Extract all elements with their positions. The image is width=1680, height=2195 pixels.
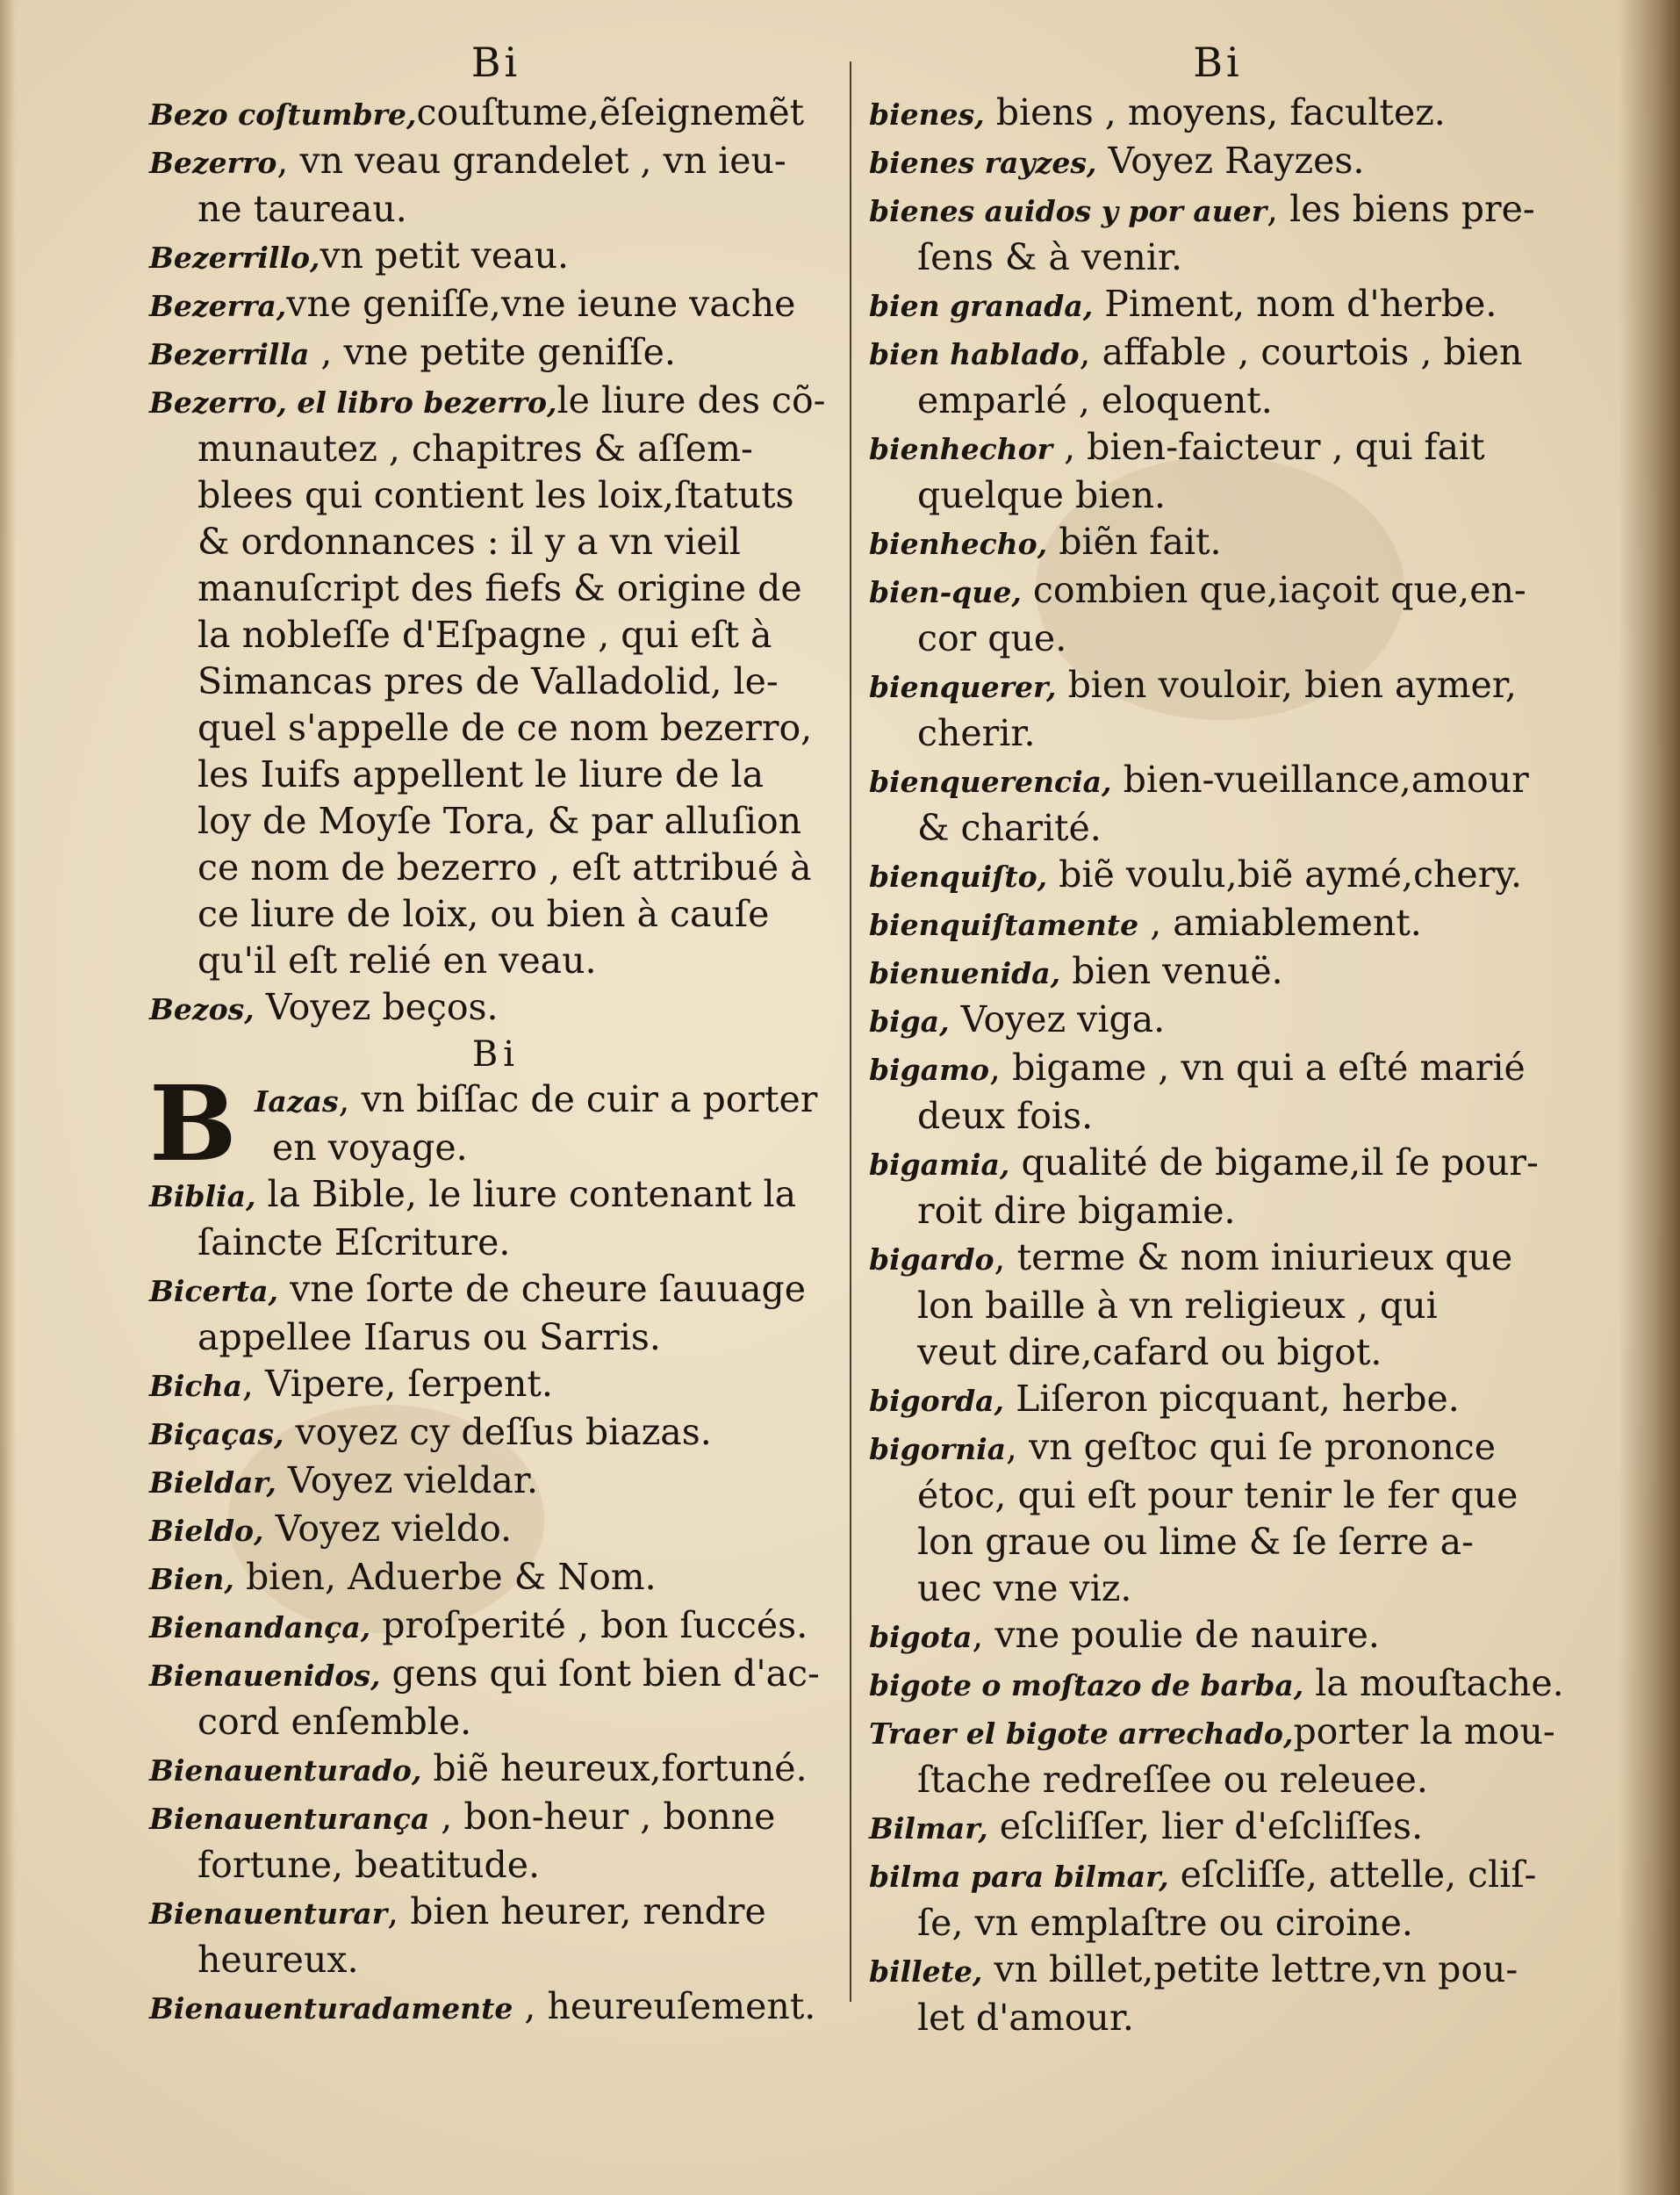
definition: bien, Aduerbe & Nom.	[233, 1556, 657, 1598]
definition-continued: ce liure de loix, ou bien à cauſe	[197, 893, 770, 935]
definition: qualité de bigame,il ſe pour-	[1009, 1141, 1539, 1184]
definition: biẽ voulu,biẽ aymé,chery.	[1047, 853, 1523, 896]
definition-continued: roit dire bigamie.	[917, 1190, 1236, 1232]
definition: , vn geſtoc qui ſe prononce	[1006, 1426, 1497, 1468]
entry	[149, 329, 843, 378]
headword: Bieldar,	[149, 1465, 276, 1500]
right-column	[869, 35, 1567, 2041]
headword: Iazas	[255, 1084, 339, 1119]
entry	[869, 1234, 1567, 1376]
column-divider	[850, 61, 851, 2002]
headword: Biçaças,	[149, 1417, 284, 1451]
definition: , bigame , vn qui a eſté marié	[989, 1047, 1526, 1089]
headword: Bienauenturado,	[149, 1753, 422, 1788]
definition: , Vipere, ſerpent.	[241, 1363, 553, 1405]
entry	[869, 186, 1567, 281]
headword: Bezerrillo,	[149, 241, 320, 275]
headword: bigornia	[869, 1432, 1006, 1466]
headword: bienquiſto,	[869, 860, 1048, 894]
headword: bienhecho,	[869, 527, 1048, 561]
headword: bienuenida,	[869, 956, 1061, 990]
entry	[869, 1424, 1567, 1612]
headword: bilma para bilmar,	[869, 1860, 1169, 1894]
definition: , bien-faicteur , qui fait	[1052, 426, 1485, 468]
entry	[869, 900, 1567, 948]
headword: bienes rayzes,	[869, 146, 1097, 180]
definition-continued: uec vne viz.	[917, 1567, 1132, 1609]
section-heading: Bi	[471, 1034, 521, 1075]
definition-continued: lon baille à vn religieux , qui	[917, 1285, 1438, 1327]
definition: vn billet,petite lettre,vn pou-	[982, 1948, 1518, 1990]
headword: Bezerro, el libro bezerro,	[149, 385, 557, 420]
definition-continued: ce nom de bezerro , eſt attribué à	[197, 846, 812, 889]
entry	[149, 1409, 843, 1457]
entry	[869, 1612, 1567, 1660]
entry	[869, 852, 1567, 900]
definition: la Bible, le liure contenant la	[255, 1173, 797, 1215]
entry	[149, 1889, 843, 1983]
entry	[869, 1947, 1567, 2041]
definition: le liure des cõ-	[556, 379, 826, 421]
left-entries-after	[149, 1171, 843, 2032]
headword: bien hablado	[869, 337, 1080, 371]
definition: Liſeron picquant, herbe.	[1004, 1378, 1460, 1420]
definition-continued: heureux.	[197, 1939, 359, 1981]
definition: Voyez vieldar.	[276, 1459, 538, 1501]
headword: bigota	[869, 1620, 973, 1654]
right-column-header: Bi	[1193, 39, 1243, 86]
headword: biga,	[869, 1004, 950, 1039]
headword: bien granada,	[869, 289, 1094, 323]
entry	[149, 1602, 843, 1651]
left-column-header: Bi	[470, 39, 521, 86]
definition: , vne poulie de nauire.	[972, 1614, 1380, 1656]
headword: bienquerer,	[869, 670, 1057, 704]
definition: eſcliſſe, attelle, cliſ-	[1168, 1853, 1537, 1896]
entry	[149, 1983, 843, 2032]
entry	[149, 233, 843, 281]
entry	[869, 1660, 1567, 1709]
drop-cap-letter: B	[149, 1062, 237, 1184]
definition: Voyez vieldo.	[263, 1508, 513, 1550]
definition: biẽn fait.	[1047, 521, 1222, 563]
definition-continued: & charité.	[917, 807, 1102, 849]
entry	[149, 90, 843, 138]
entry	[149, 378, 843, 984]
definition: gens qui ſont bien d'ac-	[380, 1652, 820, 1695]
headword: bigamo	[869, 1053, 989, 1087]
definition-continued: appellee Iſarus ou Sarris.	[197, 1316, 661, 1358]
definition-continued: manuſcript des fiefs & origine de	[197, 567, 802, 609]
definition: combien que,iaçoit que,en-	[1021, 569, 1526, 611]
definition-continued: les Iuifs appellent le liure de la	[197, 753, 765, 795]
definition: la mouſtache.	[1303, 1662, 1564, 1704]
definition: , vn veau grandelet , vn ieu-	[276, 140, 786, 182]
definition-continued: let d'amour.	[917, 1997, 1134, 2039]
entry	[869, 329, 1567, 424]
definition: biẽ heureux,fortuné.	[421, 1747, 808, 1789]
book-spine-shadow	[1619, 0, 1680, 2195]
definition: , vne petite geniſſe.	[309, 331, 676, 373]
definition: Voyez viga.	[949, 998, 1166, 1040]
entry	[869, 757, 1567, 852]
entry	[869, 997, 1567, 1045]
entry	[149, 1794, 843, 1889]
headword: Bienauenturar	[149, 1896, 388, 1931]
definition: eſcliſſer, lier d'eſcliſſes.	[987, 1805, 1424, 1847]
definition-continued: ne taureau.	[197, 188, 407, 230]
definition: , les biens pre-	[1267, 188, 1535, 230]
definition: , vn biſſac de cuir a porter	[338, 1078, 818, 1120]
entry	[149, 1171, 843, 1266]
headword: Traer el bigote arrechado,	[869, 1716, 1294, 1751]
headword: bienquiſtamente	[869, 908, 1139, 942]
headword: Bezos,	[149, 992, 255, 1026]
definition-continued: cor que.	[917, 617, 1067, 659]
definition-continued: ſtache redreſſee ou releuee.	[917, 1759, 1428, 1801]
definition: Voyez beços.	[254, 986, 499, 1028]
headword: bigorda,	[869, 1384, 1005, 1418]
headword: bigamia,	[869, 1148, 1010, 1182]
entry	[149, 1361, 843, 1409]
headword: Bezerrilla	[149, 337, 310, 371]
definition: , affable , courtois , bien	[1079, 331, 1523, 373]
entry	[149, 1554, 843, 1602]
definition-continued: cherir.	[917, 712, 1036, 754]
entry	[869, 567, 1567, 662]
entry	[869, 138, 1567, 186]
definition-continued: ſaincte Eſcriture.	[197, 1221, 511, 1263]
entry	[149, 1651, 843, 1745]
definition-continued: emparlé , eloquent.	[917, 379, 1273, 421]
entry	[869, 1709, 1567, 1803]
entry	[869, 424, 1567, 519]
headword: Bilmar,	[869, 1811, 988, 1846]
headword: Bien,	[149, 1562, 234, 1596]
entry	[149, 138, 843, 233]
definition: , amiablement.	[1138, 902, 1422, 944]
definition-continued: qu'il eſt relié en veau.	[197, 939, 597, 982]
definition: biens , moyens, facultez.	[984, 91, 1446, 133]
entry	[869, 1803, 1567, 1852]
definition-continued: ſens & à venir.	[917, 236, 1182, 278]
entry	[869, 1140, 1567, 1234]
definition: Voyez Rayzes.	[1096, 140, 1365, 182]
definition: , heureuſement.	[513, 1985, 816, 2027]
headword: billete,	[869, 1954, 983, 1989]
definition-continued: la nobleſſe d'Eſpagne , qui eſt à	[197, 614, 772, 656]
definition: vne ſorte de cheure ſauuage	[278, 1268, 807, 1310]
definition-continued: étoc, qui eſt pour tenir le fer que	[917, 1474, 1518, 1516]
headword: bienes,	[869, 97, 985, 132]
left-entries-before	[149, 90, 843, 1033]
definition-continued: fortune, beatitude.	[197, 1844, 541, 1886]
definition-continued: Simancas pres de Valladolid, le-	[197, 660, 779, 702]
headword: Bicha	[149, 1369, 242, 1403]
definition-continued: ſe, vn emplaſtre ou ciroine.	[917, 1902, 1413, 1944]
entry	[149, 984, 843, 1033]
entry	[869, 1852, 1567, 1947]
definition-continued: veut dire,cafard ou bigot.	[917, 1331, 1382, 1373]
definition-continued: deux fois.	[917, 1095, 1094, 1137]
entry	[149, 1457, 843, 1506]
headword: bigote o moſtazo de barba,	[869, 1668, 1304, 1702]
dropcap-entry	[149, 1062, 843, 1184]
definition: bien vouloir, bien aymer,	[1056, 664, 1517, 706]
definition-continued: quelque bien.	[917, 474, 1167, 516]
definition: bien-vueillance,amour	[1111, 759, 1529, 801]
definition: porter la mou-	[1293, 1710, 1555, 1752]
definition-continued: & ordonnances : il y a vn vieil	[197, 521, 741, 563]
definition: voyez cy deſſus biazas.	[284, 1411, 712, 1453]
headword: Bienandança,	[149, 1610, 371, 1644]
left-column	[149, 35, 843, 2032]
headword: Bezerro	[149, 146, 277, 180]
headword: bienes auidos y por auer	[869, 194, 1267, 228]
definition: vn petit veau.	[319, 234, 570, 277]
headword: Bezerra,	[149, 289, 287, 323]
entry	[869, 90, 1567, 138]
entry	[869, 281, 1567, 329]
definition: , bon-heur , bonne	[429, 1796, 776, 1838]
headword: Biblia,	[149, 1179, 256, 1213]
headword: Bezo coſtumbre,	[149, 97, 417, 132]
headword: bigardo	[869, 1242, 994, 1277]
headword: Bienauenidos,	[149, 1659, 381, 1693]
entry	[869, 1376, 1567, 1424]
entry	[149, 1506, 843, 1554]
definition-continued: quel s'appelle de ce nom bezerro,	[197, 707, 813, 749]
definition: , bien heurer, rendre	[387, 1890, 766, 1932]
definition: , terme & nom iniurieux que	[994, 1236, 1513, 1278]
definition-continued: en voyage.	[272, 1126, 468, 1169]
definition: bien venuë.	[1060, 950, 1283, 992]
entry	[149, 281, 843, 329]
definition-continued: munautez , chapitres & aſſem-	[197, 428, 753, 470]
headword: bienhechor	[869, 432, 1053, 466]
headword: bienquerencia,	[869, 765, 1112, 799]
headword: Bicerta,	[149, 1274, 279, 1308]
entry	[869, 662, 1567, 757]
headword: Bieldo,	[149, 1514, 264, 1548]
definition: vne geniſſe,vne ieune vache	[286, 283, 796, 325]
headword: bien-que,	[869, 575, 1022, 609]
entry	[149, 1745, 843, 1794]
entry	[149, 1266, 843, 1361]
entry	[869, 519, 1567, 567]
definition-continued: loy de Moyſe Tora, & par alluſion	[197, 800, 802, 842]
headword: Bienauenturadamente	[149, 1991, 513, 2026]
definition: couſtume,ẽſeignemẽt	[416, 91, 805, 133]
definition-continued: cord enſemble.	[197, 1701, 472, 1743]
entry	[869, 1045, 1567, 1140]
definition: Piment, nom d'herbe.	[1093, 283, 1497, 325]
definition: proſperité , bon ſuccés.	[370, 1604, 808, 1646]
entry	[869, 948, 1567, 997]
definition-continued: lon graue ou lime & ſe ſerre a-	[917, 1521, 1474, 1563]
definition-continued: blees qui contient les loix,ſtatuts	[197, 474, 794, 516]
page-left-edge	[0, 0, 16, 2195]
headword: Bienauenturança	[149, 1802, 430, 1836]
